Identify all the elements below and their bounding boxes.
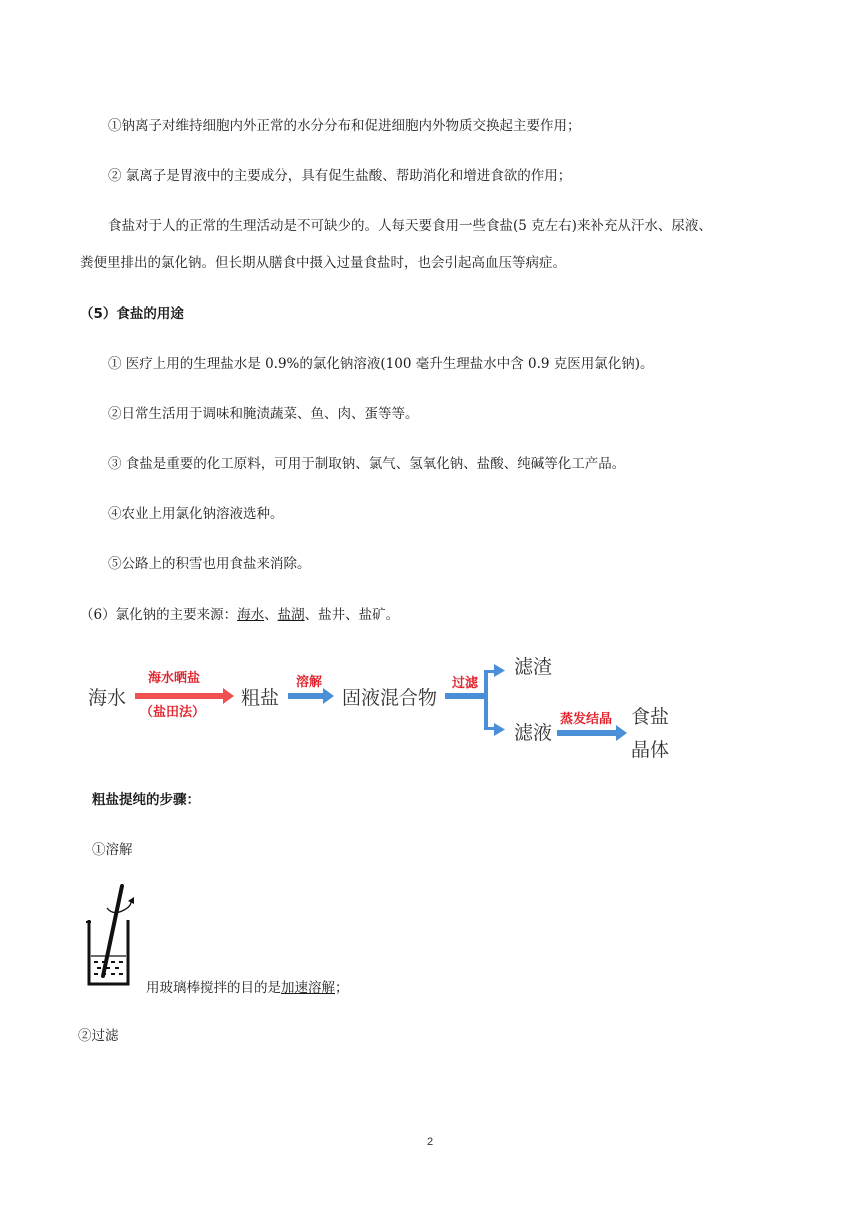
node-residue: 滤渣 — [514, 656, 553, 678]
label-dissolve: 溶解 — [296, 675, 323, 690]
step-dissolve: ①溶解 — [92, 842, 133, 858]
step-filtration: ②过滤 — [78, 1028, 119, 1044]
use-item-3: ③ 食盐是重要的化工原料，可用于制取钠、氯气、氢氧化钠、盐酸、纯碱等化工产品。 — [108, 456, 626, 472]
paragraph-intake-line2: 粪便里排出的氯化钠。但长期从膳食中摄入过量食盐时，也会引起高血压等病症。 — [80, 255, 566, 271]
node-salt: 食盐 — [631, 706, 670, 728]
stirring-purpose-suffix: ； — [335, 980, 349, 996]
node-solid-liquid-mixture: 固液混合物 — [342, 687, 438, 709]
use-item-5: ⑤公路上的积雪也用食盐来消除。 — [108, 556, 311, 572]
label-filter: 过滤 — [452, 676, 479, 691]
section6-line — [80, 603, 399, 623]
paragraph-sodium: ①钠离子对维持细胞内外正常的水分分布和促进细胞内外物质交换起主要作用； — [108, 118, 581, 134]
source-salt-lake: 盐湖 — [277, 607, 305, 623]
step-dissolve-description — [146, 976, 349, 996]
salt-production-flowchart — [80, 650, 680, 765]
use-item-4: ④农业上用氯化钠溶液选种。 — [108, 506, 284, 522]
section5-heading: （5）食盐的用途 — [80, 306, 184, 322]
red-arrow — [135, 688, 234, 704]
paragraph-chloride: ② 氯离子是胃液中的主要成分，具有促生盐酸、帮助消化和增进食欲的作用； — [108, 168, 572, 184]
source-seawater: 海水 — [237, 607, 265, 623]
source-separator: 、 — [264, 607, 278, 623]
page-number: 2 — [426, 1136, 434, 1148]
blue-arrow-evaporate — [557, 725, 627, 741]
beaker-stirring-illustration — [82, 884, 142, 990]
label-sea-salt-drying: 海水晒盐 — [148, 671, 201, 686]
blue-branch-arrow — [445, 664, 505, 736]
section6-prefix: （6）氯化钠的主要来源： — [80, 607, 238, 623]
paragraph-intake-line1: 食盐对于人的正常的生理活动是不可缺少的。人每天要食用一些食盐(5 克左右)来补充从汗水、尿液、 — [108, 218, 712, 234]
node-filtrate: 滤液 — [514, 722, 553, 744]
stirring-purpose-text: 用玻璃棒搅拌的目的是 — [146, 980, 281, 996]
stirring-purpose-answer: 加速溶解 — [281, 980, 335, 996]
use-item-2: ②日常生活用于调味和腌渍蔬菜、鱼、肉、蛋等等。 — [108, 406, 419, 422]
node-crude-salt: 粗盐 — [241, 687, 280, 709]
label-salt-pan-method: （盐田法） — [140, 705, 206, 720]
blue-arrow-dissolve — [288, 688, 334, 704]
node-seawater: 海水 — [88, 687, 127, 709]
source-rest: 、盐井、盐矿。 — [304, 607, 400, 623]
use-item-1: ① 医疗上用的生理盐水是 0.9%的氯化钠溶液(100 毫升生理盐水中含 0.9 克医用氯化钠)。 — [108, 356, 654, 372]
purification-heading: 粗盐提纯的步骤： — [92, 792, 200, 808]
node-crystal: 晶体 — [631, 739, 670, 761]
label-evaporation-crystallization: 蒸发结晶 — [560, 712, 613, 727]
